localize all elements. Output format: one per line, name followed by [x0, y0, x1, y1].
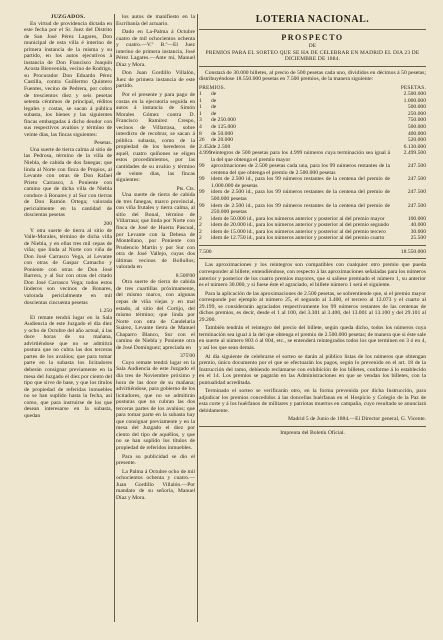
valuation-amount: 375'00: [180, 353, 195, 360]
pesetas-label: Pesetas.: [94, 140, 112, 147]
pts-cts-label: Pts. Cts.: [176, 185, 195, 192]
paragraph: Para la aplicación de las aproximaciones de 2.500 pesetas, se sobrentiende que, si el premio mayor corresponde por ejemplo al número 25, el segundo al 3.400, el tercero al 13.073 y el cuarto al 29.199, se considerarán agraciados respectivamente los 99 números restantes de las centenas de dichos premios, es decir, desde el 1 al 100, del 3.301 al 3.400, del 13.001 al 13.100 y del 29.101 al 29.200.: [199, 290, 426, 323]
loteria-title: LOTERIA NACIONAL.: [255, 14, 370, 25]
prize-description: de 125.000: [211, 124, 236, 131]
valuation-amount: 200: [103, 220, 112, 227]
paragraph: También tendrán el reintegro del precio del billete, según queda dicho, todos los números cuya terminación sea igual á la del que obtenga el premio de 2.500.000 pesetas; de manera que si éste sale en suerte al número 803 ó al 804, etc., se entenderá reintegrados todos los que terminen en 3 ó en 4, y así los que sean demás.: [199, 325, 426, 351]
prize-amount: 6.130.000: [403, 143, 426, 150]
paragraph: Terminado el sorteo se verificarán otro, en la forma prevenida por dicha Instrucción, para adjudicar los premios concedidos á las doncellas huérfanas en el Hospicio y Colegio de la Paz de esta corte y á los huérfanos de militares y patriotas muertos en campaña, cuyo resultado se anunciará debidamente.: [199, 388, 426, 414]
imprenta-footer: Imprenta del Boletín Oficial.: [280, 429, 345, 436]
prize-description: de 20.000: [211, 137, 234, 144]
prize-amount: 520.000: [407, 137, 426, 144]
paragraph: Don Juan Gordillo Villalón, Juez de primera instancia de este partido.: [116, 70, 195, 90]
paragraph: Cuyo remate tendrá lugar en la Sala Audiencia de este Juzgado el día tres de Noviembre próximo y hora de las doce de su mañana; advirtiéndose, para gobierno de los licitadores, que no se admitirán posturas que no cubran las dos terceras partes de los avalúos; que para tomar parte en la subasta hay que consignar previamente y en la mesa del Juzgado el diez por ciento del tipo de aquéllos, y que no se han suplido los títulos de propiedad de referidos inmuebles.: [116, 359, 195, 451]
total-count: 7.500: [199, 248, 212, 255]
prize-amount: 100.000: [407, 215, 426, 222]
prize-description: reintegros de 500 pesetas para los 4.999 números cuya terminación sea igual á la del que obtenga el premio mayor: [211, 150, 390, 163]
prize-amount: 30.000: [410, 228, 426, 235]
prize-count: 26: [199, 137, 205, 144]
prize-total-row: [199, 249, 426, 256]
prize-description: de 50.000: [211, 130, 234, 137]
prize-description: de: [211, 91, 217, 98]
prize-count: 8: [199, 130, 202, 137]
prize-count: 1: [199, 97, 202, 104]
prize-amount: 1.000.000: [403, 97, 426, 104]
prize-amount: 247.500: [407, 202, 426, 209]
paragraph: los autos de manifiesto en la Escribanía del actuario.: [116, 14, 195, 27]
paragraph: Las aproximaciones y los reintegros son compatibles con cualquier otro premio que pueda corresponder al billete; entendiéndose, con respecto á las aproximaciones señaladas para los números anterior y posterior de los cuatro premios mayores, que si saliese premiado el número 1, su anterior es el número 30.000, y si fuese éste el agraciado, el billete número 1 será el siguiente.: [199, 262, 426, 289]
prize-description: idem de 12.750 id., para los números anterior y posterior al del premio cuarto: [211, 235, 385, 242]
prize-amount: 40.000: [410, 222, 426, 229]
prize-count: 4: [199, 124, 202, 131]
prize-description: de: [211, 104, 217, 111]
prize-row: [199, 235, 426, 242]
column-loteria: [199, 14, 426, 437]
prize-description: aproximaciones de 2.500 pesetas cada una, para los 99 números restantes de la centena del que obtenga el premio de 2.500.000 pesetas: [211, 163, 390, 176]
prospecto-heading: PROSPECTO: [281, 33, 344, 42]
divider: [199, 66, 426, 67]
prize-description: idem de 2.500 id., para los 99 números restantes de la centena del premio de 250.000 pesetas: [211, 202, 390, 216]
prize-count: 99: [199, 163, 205, 170]
prize-row: [199, 163, 426, 176]
prize-amount: 247.500: [407, 189, 426, 196]
prize-amount: 25.500: [410, 235, 426, 242]
prize-count: 4.999: [199, 150, 212, 157]
paragraph: Para su publicidad se dio el presente.: [116, 453, 195, 467]
pesetas-column-header: PESETAS.: [400, 84, 426, 91]
prize-count: 2: [199, 222, 202, 229]
prize-count: 2: [199, 235, 202, 242]
paragraph: La Palma á Octubre ocho de mil ochocientos ochenta y cuatro.—Juan Gordillo Villalón.—Por mandato de su señoría, Manuel Díaz y Mora.: [116, 468, 195, 501]
prize-row: [199, 150, 426, 163]
total-amount: 18.550.000: [400, 248, 426, 255]
prize-count: 99: [199, 176, 205, 183]
column-divider: [197, 14, 198, 622]
valuation-amount: 8.500'00: [175, 272, 195, 279]
paragraph: Dado en La-Palma á Octubre cuatro de mil ochocientos ochenta y cuatro.—V.º B.º—El Juez interino de primera instancia, José Pérez Lagares.—Ante mí, Manuel Díaz y Mora.: [116, 29, 195, 68]
prize-description: de: [211, 97, 217, 104]
paragraph: En virtud de providencia dictada en este fecha por el Sr. Juez del Distrito de San José Pérez Lagares, Don municipal de esta villa é interino de primera instancia de la misma y su partido, en los autos ejecutivos á instancia de Don Francisco Joaquín Acosta Bienvenida, vecino de Rodrigo, su Procurador Don Eduardo Pérez Castilla, contra Guillermo Quintero Fuentes, vecino de Pedrera, por cobro de trescientos diez y seis pesetas setenta céntimos de principal, réditos legales y costas, se sacan á pública subasta, los bienes y las siguientes fincas embargadas á dicho deudor con sus respectivos avalúos y término de veinte días, las fincas siguientes:: [24, 20, 112, 138]
prize-amount: 500.000: [407, 124, 426, 131]
divider: [199, 245, 426, 246]
prize-count: 2: [199, 215, 202, 222]
prize-amount: 500.000: [407, 104, 426, 111]
prize-description: de 250.000: [211, 117, 236, 124]
prize-amount: 750.000: [407, 117, 426, 124]
divider: [199, 426, 426, 427]
prize-count: 2: [199, 228, 202, 235]
prize-description: de: [211, 110, 217, 117]
column-divider: [114, 14, 115, 622]
prize-count: 1: [199, 110, 202, 117]
paragraph: El remate tendrá lugar en la Sala Audiencia de este Juzgado el día diez y ocho de Octubre del año actual, á las doce horas de su mañana, advirtiéndose que no se admitirá postura que no cubra las dos terceras partes de los avalúos; que para tomar parte en la subasta los licitadores deberán consignar previamente en la mesa del Juzgado el diez por ciento del tipo que sirve de base, y que los títulos de propiedad de referidas inmuebles no se han suplido hasta la fecha, así como, que para instruirse de los que desean interesarse en la subasta, quedan: [24, 314, 112, 419]
prize-description: idem de 15.000 id., para los números anterior y posterior al del premio tercero: [211, 228, 386, 235]
paragraph: Una suerte de tierra de cabida de tres fanegas, marco provincial, con viña frutales y tierra calma, al sitio del Bonal, término de Villarrasa; que linda por Norte con finca de José de Huerta Pascual, por Levante con la Dehesa de Montellano, por Poniente con Prudencio Martín y por Sur con otra de José Vallejo, cuyas dos últimas vecinos de Bollullos; valorada en: [116, 192, 195, 271]
prize-description: idem de 50.000 id., para los números anterior y posterior al del premio mayor: [211, 215, 385, 222]
prize-count: 99: [199, 189, 205, 196]
paragraph: Otra suerte de tierra de cabida de tres cuartillas próximamente, del mismo marco, con algunas cepas de viña viejas y en mal estado, al sitio del Cortijo, del mismo término; que linda por Norte con otra de Candelaria Suárez, Levante tierra de Manuel Chaparro Blanco, Sur con el camino de Niebla y Poniente otra de José Domínguez; apreciada en: [116, 279, 195, 351]
paragraph: Una suerte de tierra calma al sitio de las Pedrosa, término de la villa de Niebla, de cabida de dos fanegas; que linda al Norte con finca de Propios, al Levante con otras de Don Rafael Prieto Carrasco, á Poniente con camino que de dicha villa de Niebla conduce á Bonares y al Sur con tierras de Don Ramón Ortega; valorada pericialmente en la cantidad de doscientas pesetas: [24, 146, 112, 219]
paragraph: Y otra suerte de tierra al sitio de Valle-Morales, término de dicha villa de Niebla, y en ellas tres mil cepas de viña; que linda al Norte con viña de Don José Carrasco Vega, al Levante con otras de Gaspar Camacho y Poniente con otras de Don José Barrera, y al Sur con otras del citado Don José Carrasco Vega; todos estos linderos son vecinos de Bonares, valorada pericialmente en mil doscientas cincuenta pesetas: [24, 227, 112, 306]
prize-description: idem de 2.500 id., para los 99 números restantes de la centena del premio de 500.000 pesetas: [211, 189, 390, 203]
column-juzgados: [24, 14, 112, 421]
prize-count: 99: [199, 202, 205, 209]
paragraph: Por el presente y para pago de costas en la ejecutoria seguida en autos á instancia de Simón Morales Gómez contra D. Francisco Ramírez Crespo, vecinos de Villarrasa, sobre interdicto de recobrar, se sacan á pública subasta, como de la propiedad de los herederos de aquél, cuatro quiñones se eligen estos procedimientos, por las cantidades de su avalúo y término de veinte días, las fincas siguientes:: [116, 92, 195, 184]
prize-description: idem de 20.000 id., para los números anterior y posterior al del premio segundo: [211, 222, 390, 229]
prize-amount: 247.500: [407, 176, 426, 183]
prize-count: 3: [199, 117, 202, 124]
divider: [199, 258, 426, 259]
premios-heading: PREMIOS PARA EL SORTEO QUE SE HA DE CELEBRAR EN MADRID EL DIA 23 DE DICIEMBRE DE 1884.: [205, 49, 420, 63]
prize-row: [199, 189, 426, 202]
prize-amount: 250.000: [407, 110, 426, 117]
column-juzgados-continued: [116, 14, 195, 503]
paragraph: Al día siguiente de celebrarse el sorteo se darán al público listas de los números que obtengan premio, único documento por el que se efectuarán los pagos, según lo prevenido en el art. 18 de la Instrucción del ramo, debiendo reclamarse con exhibición de los billetes, conforme á lo establecido en el 14. Los premios se pagarán en las Administraciones en que se vendan los billetes, con la puntualidad acreditada.: [199, 353, 426, 386]
section-heading-juzgados: JUZGADOS.: [50, 14, 86, 20]
prize-count: 1: [199, 91, 202, 98]
prize-count: 1: [199, 104, 202, 111]
prize-description: idem de 2.500 id., para los 99 números restantes de la centena del premio de 1.000.000 de pesetas: [211, 176, 390, 189]
prize-amount: 2.500.000: [403, 91, 426, 98]
prize-description: de 2.500: [211, 143, 231, 150]
prize-amount: 400.000: [407, 130, 426, 137]
prize-amount: 2.499.500: [403, 150, 426, 157]
prize-row: [199, 176, 426, 189]
prize-table: [199, 91, 426, 242]
divider: [199, 29, 426, 30]
de-label: DE: [308, 43, 317, 49]
prize-count: 2.452: [199, 143, 212, 150]
prize-row: [199, 203, 426, 216]
premios-column-header: PREMIOS.: [199, 84, 226, 91]
signature-line: Madrid 5 de Junio de 1884.—El Director general, G. Vicente.: [288, 416, 426, 423]
prize-amount: 247.500: [407, 163, 426, 170]
valuation-amount: 1.250: [99, 308, 112, 315]
intro-paragraph: Constará de 30.000 billetes, al precio de 500 pesetas cada uno, divididos en décimos á 50 pesetas; distribuyéndose 18.550.000 pesetas en 7.500 premios, de la manera siguiente:: [199, 69, 426, 83]
